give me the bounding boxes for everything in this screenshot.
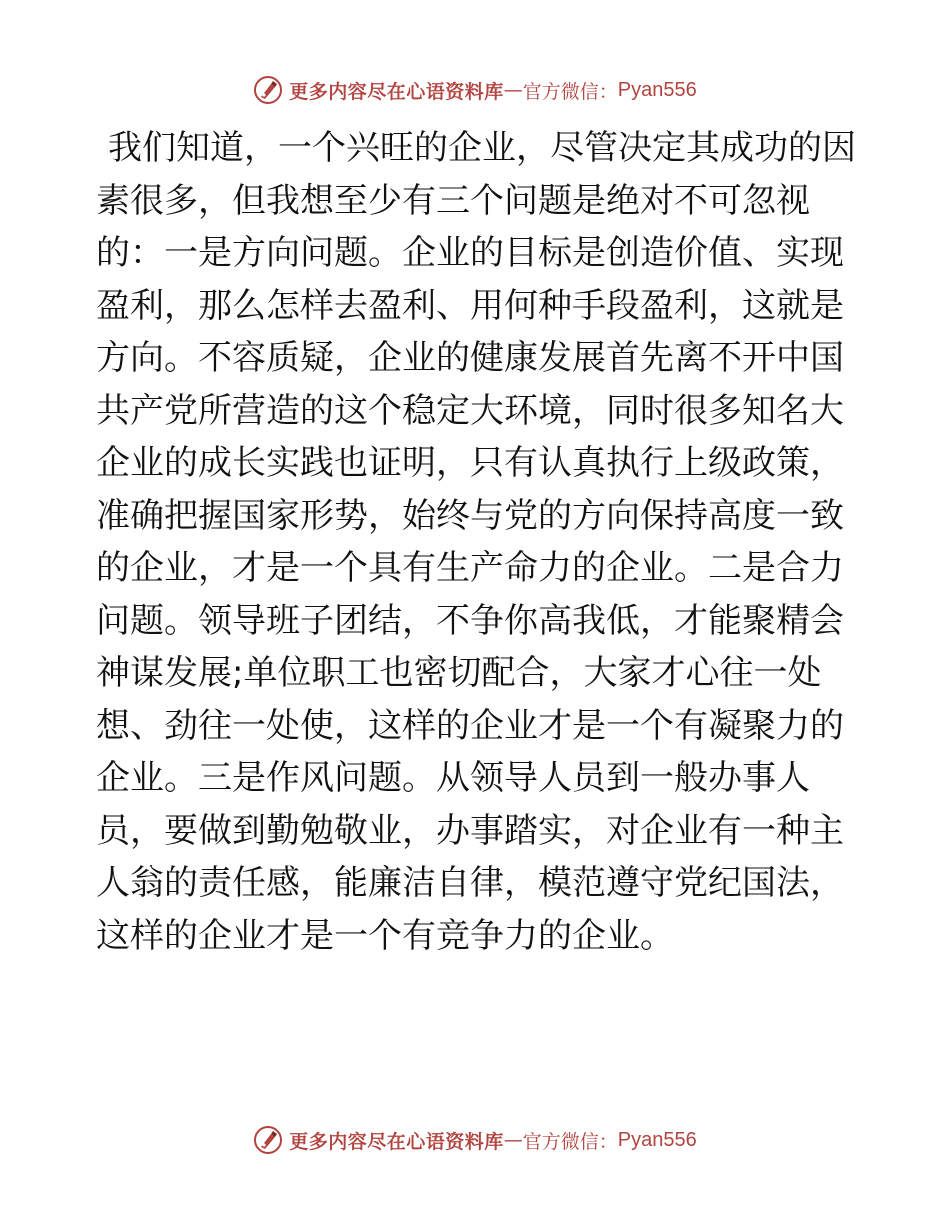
footer-wechat-label: 官方微信： [522,1130,618,1153]
pen-nib-logo-icon [253,1125,283,1155]
footer-wechat-id: Pyan556 [617,1128,697,1151]
footer-site-text: 更多内容尽在心语资料库 [289,1130,504,1153]
body-paragraph: 我们知道，一个兴旺的企业，尽管决定其成功的因素很多，但我想至少有三个问题是绝对不可忽视的：一是方向问题。企业的目标是创造价值、实现盈利，那么怎样去盈利、用何种手段盈利，这就是方向。不容质疑，企业的健康发展首先离不开中国共产党所营造的这个稳定大环境，同时很多知名大企业的成长实践也证明，只有认真执行上级政策，准确把握国家形势，始终与党的方向保持高度一致的企业，才是一个具有生产命力的企业。二是合力问题。领导班子团结，不争你高我低，才能聚精会神谋发展;单位职工也密切配合，大家才心往一处想、劲往一处使，这样的企业才是一个有凝聚力的企业。三是作风问题。从领导人员到一般办事人员，要做到勤勉敬业，办事踏实，对企业有一种主人翁的责任感，能廉洁自律，模范遵守党纪国法，这样的企业才是一个有竞争力的企业。 [96,128,856,956]
footer-separator: — [503,1129,523,1151]
footer-banner [0,1120,950,1160]
header-separator: — [503,79,523,101]
header-wechat-label: 官方微信： [522,80,618,103]
header-wechat-id: Pyan556 [617,78,697,101]
header-site-text: 更多内容尽在心语资料库 [289,80,504,103]
header-banner [0,70,950,110]
pen-nib-logo-icon [253,75,283,105]
